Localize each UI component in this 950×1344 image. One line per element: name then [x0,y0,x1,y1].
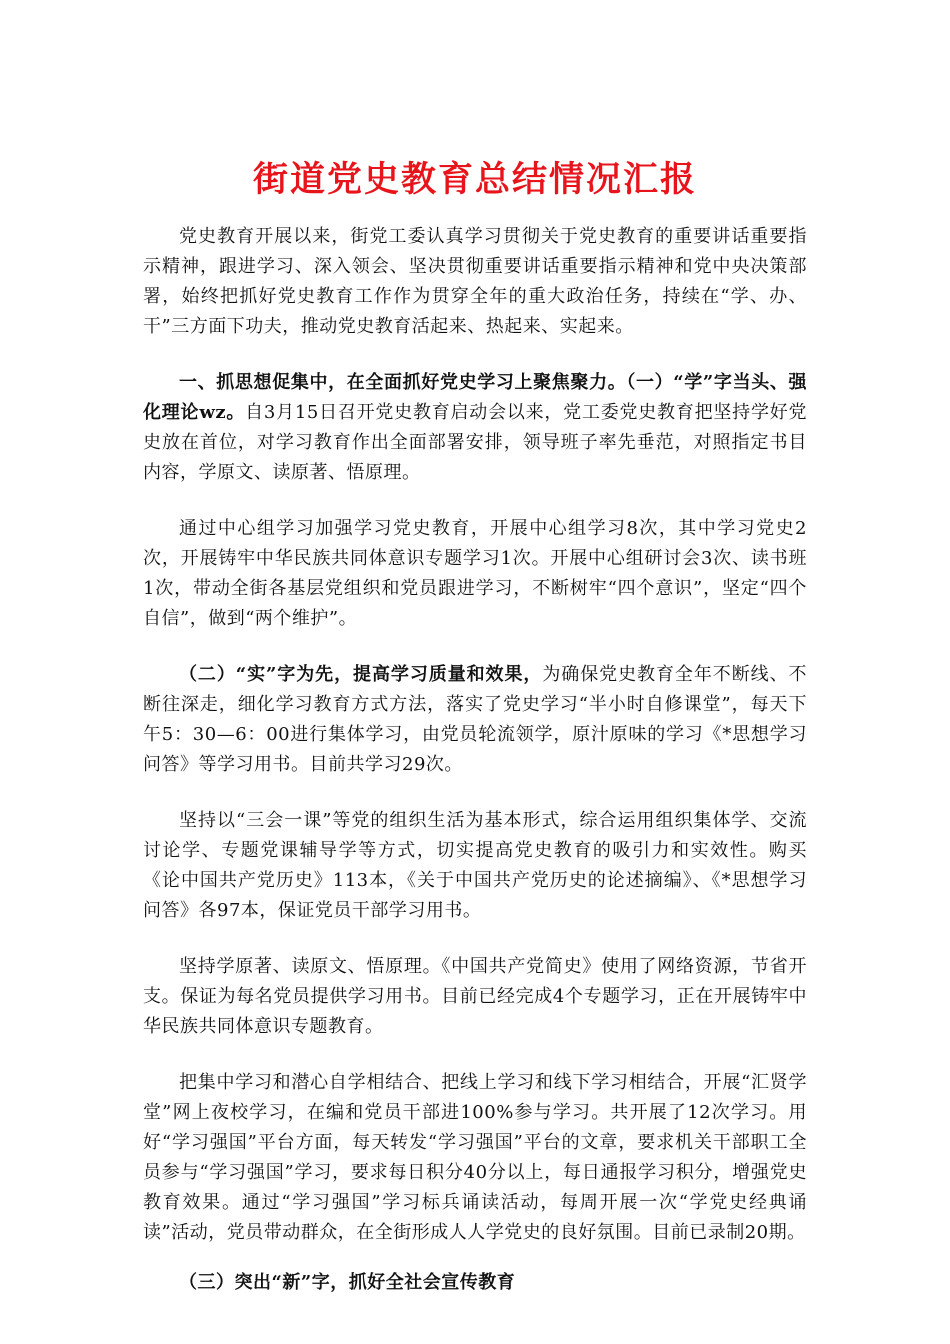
section-three-heading: （三）突出“新”字，抓好全社会宣传教育 [179,1272,516,1293]
paragraph-lead: 一、抓思想促集中，在全面抓好党史学习上聚焦聚力。（一）“学”字当头、强化理论wz。 [143,372,807,423]
paragraph-text: 党史教育开展以来，街党工委认真学习贯彻关于党史教育的重要讲话重要指示精神，跟进学习、深入领会、坚决贯彻重要讲话重要指示精神和党中央决策部署，始终把抓好党史教育工作作为贯穿全年的重大政治任务，持续在“学、办、干”三方面下功夫，推动党史教育活起来、热起来、实起来。 [143,226,807,337]
paragraph-section-one [143,368,807,488]
paragraph-intro [143,222,807,342]
paragraph-online-study [143,1068,807,1248]
paragraph-lead: （二）“实”字为先，提高学习质量和效果， [179,664,543,685]
paragraph-text: 自3月15日召开党史教育启动会以来，党工委党史教育把坚持学好党史放在首位，对学习教育作出全面部署安排，领导班子率先垂范，对照指定书目内容，学原文、读原著、悟原理。 [143,402,807,483]
paragraph-text: 通过中心组学习加强学习党史教育，开展中心组学习8次，其中学习党史2次，开展铸牢中华民族共同体意识专题学习1次。开展中心组研讨会3次、读书班1次，带动全街各基层党组织和党员跟进学习，不断树牢“四个意识”，坚定“四个自信”，做到“两个维护”。 [143,518,807,629]
paragraph-original-works [143,952,807,1042]
paragraph-section-two [143,660,807,780]
document-body [143,222,807,1298]
paragraph-text: 坚持学原著、读原文、悟原理。《中国共产党简史》使用了网络资源，节省开支。保证为每名党员提供学习用书。目前已经完成4个专题学习，正在开展铸牢中华民族共同体意识专题教育。 [143,956,807,1037]
paragraph-center-group [143,514,807,634]
paragraph-text: 把集中学习和潜心自学相结合、把线上学习和线下学习相结合，开展“汇贤学堂”网上夜校学习，在编和党员干部进100%参与学习。共开展了12次学习。用好“学习强国”平台方面，每天转发“学习强国”平台的文章，要求机关干部职工全员参与“学习强国”学习，要求每日积分40分以上，每日通报学习积分，增强党史教育效果。通过“学习强国”学习标兵诵读活动，每周开展一次“学党史经典诵读”活动，党员带动群众，在全街形成人人学党史的良好氛围。目前已录制20期。 [143,1072,807,1243]
paragraph-three-meetings [143,806,807,926]
document-title: 街道党史教育总结情况汇报 [252,159,697,200]
paragraph-text: 为确保党史教育全年不断线、不断往深走，细化学习教育方式方法，落实了党史学习“半小时自修课堂”，每天下午5：30—6：00进行集体学习，由党员轮流领学，原汁原味的学习《*思想学习问答》等学习用书。目前共学习29次。 [143,664,807,775]
paragraph-text: 坚持以“三会一课”等党的组织生活为基本形式，综合运用组织集体学、交流讨论学、专题党课辅导学等方式，切实提高党史教育的吸引力和实效性。购买《论中国共产党历史》113本，《关于中国共产党历史的论述摘编》、《*思想学习问答》各97本，保证党员干部学习用书。 [143,810,807,921]
